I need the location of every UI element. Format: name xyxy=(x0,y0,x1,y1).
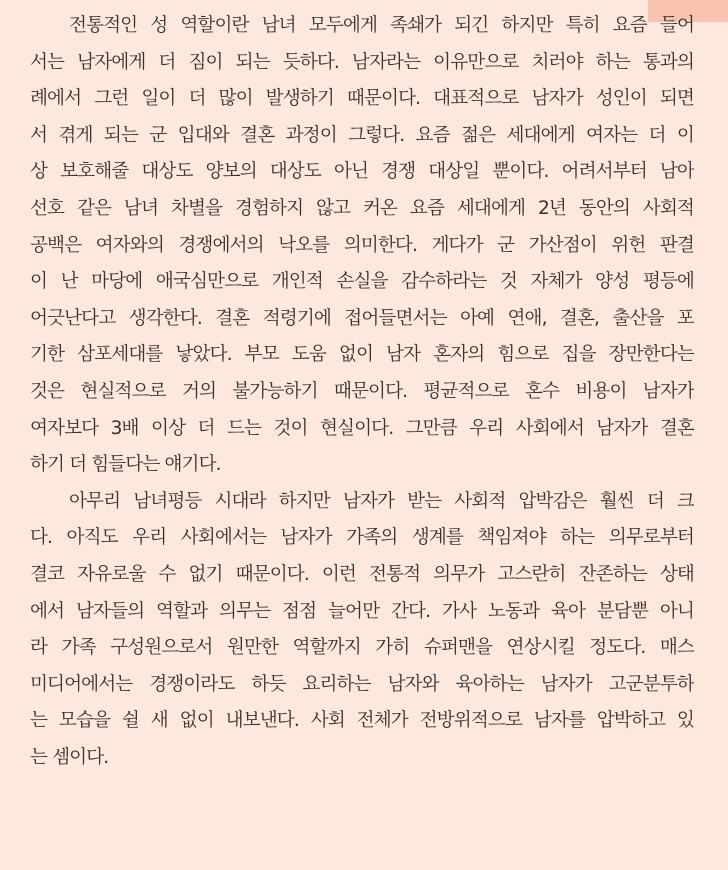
document-page xyxy=(30,8,694,796)
text-line: 는 셈이다. xyxy=(30,746,109,768)
text-line: 공백은 여자와의 경쟁에서의 낙오를 의미한다. 게다가 군 가산점이 위헌 판결 xyxy=(30,234,694,256)
text-line: 하기 더 힘들다는 얘기다. xyxy=(30,454,221,476)
paragraph-2 xyxy=(30,484,694,777)
text-line: 에서 남자들의 역할과 의무는 점점 늘어만 간다. 가사 노동과 육아 분담뿐 아니 xyxy=(30,600,694,622)
text-line: 서 겪게 되는 군 입대와 결혼 과정이 그렇다. 요즘 젊은 세대에게 여자는 더 이 xyxy=(30,124,694,146)
text-line: 서는 남자에게 더 짐이 되는 듯하다. 남자라는 이유만으로 치러야 하는 통과의 xyxy=(30,51,694,73)
text-line: 는 모습을 쉴 새 없이 내보낸다. 사회 전체가 전방위적으로 남자를 압박하고 있 xyxy=(30,710,694,732)
text-line: 아무리 남녀평등 시대라 하지만 남자가 받는 사회적 압박감은 훨씬 더 크 xyxy=(69,490,694,512)
text-line: 선호 같은 남녀 차별을 경험하지 않고 커온 요즘 세대에게 2년 동안의 사회적 xyxy=(30,197,694,219)
text-line: 결코 자유로울 수 없기 때문이다. 이런 전통적 의무가 고스란히 잔존하는 상태 xyxy=(30,563,694,585)
cut-off-text-line xyxy=(30,776,694,796)
text-line: 라 가족 구성원으로서 원만한 역할까지 가히 슈퍼맨을 연상시킬 정도다. 매스 xyxy=(30,637,694,659)
text-line: 이 난 마당에 애국심만으로 개인적 손실을 감수하라는 것 자체가 양성 평등에 xyxy=(30,271,694,293)
text-line: 미디어에서는 경쟁이라도 하듯 요리하는 남자와 육아하는 남자가 고군분투하 xyxy=(30,673,694,695)
text-line: 전통적인 성 역할이란 남녀 모두에게 족쇄가 되긴 하지만 특히 요즘 들어 xyxy=(69,15,694,36)
paragraph-1 xyxy=(30,8,694,484)
text-line: 것은 현실적으로 거의 불가능하기 때문이다. 평균적으로 혼수 비용이 남자가 xyxy=(30,380,694,402)
text-line: 상 보호해줄 대상도 양보의 대상도 아닌 경쟁 대상일 뿐이다. 어려서부터 남아 xyxy=(30,161,694,183)
text-line: 여자보다 3배 이상 더 드는 것이 현실이다. 그만큼 우리 사회에서 남자가 결혼 xyxy=(30,417,694,439)
text-line: 례에서 그런 일이 더 많이 발생하기 때문이다. 대표적으로 남자가 성인이 되면 xyxy=(30,88,694,110)
text-line: 어긋난다고 생각한다. 결혼 적령기에 접어들면서는 아예 연애, 결혼, 출산을 포 xyxy=(30,307,694,329)
text-line: 기한 삼포세대를 낳았다. 부모 도움 없이 남자 혼자의 힘으로 집을 장만한다는 xyxy=(30,344,694,366)
text-line: 다. 아직도 우리 사회에서는 남자가 가족의 생계를 책임져야 하는 의무로부터 xyxy=(30,527,694,549)
